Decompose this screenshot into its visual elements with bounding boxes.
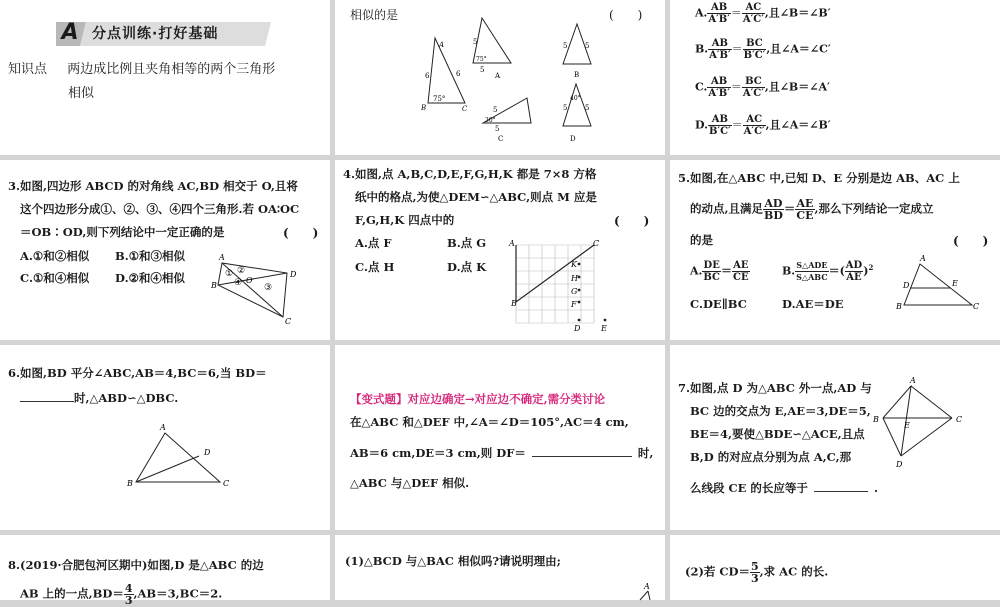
q8-line1: 8.(2019·合肥包河区期中)如图,D 是△ABC 的边 bbox=[8, 558, 264, 572]
a-side-5b: 5 bbox=[480, 66, 485, 74]
option-c[interactable]: C. $\frac{AB}{A'B'}$ ＝ $\frac{BC}{A'C'}$ ,且∠B＝∠A′ bbox=[695, 76, 830, 99]
a-side-5: 5 bbox=[473, 38, 478, 46]
q3-d: D bbox=[290, 270, 297, 279]
q5-d: D bbox=[903, 281, 910, 290]
q4-a: A bbox=[509, 239, 515, 248]
q4-line3: F,G,H,K 四点中的 bbox=[355, 213, 455, 227]
big-angle-75: 75° bbox=[433, 95, 446, 103]
q4-card bbox=[335, 160, 665, 340]
d-label: D bbox=[570, 135, 576, 143]
q2-card bbox=[335, 0, 665, 155]
variant-answer-blank[interactable] bbox=[532, 455, 632, 457]
q5-b: B bbox=[896, 302, 902, 311]
q4-answer-paren: ( ) bbox=[614, 214, 650, 228]
q7-line3: BE＝4,要使△BDE∽△ACE,且点 bbox=[690, 427, 865, 441]
b-side-5: 5 bbox=[563, 42, 568, 50]
q7-e: E bbox=[904, 421, 910, 430]
q2-stem: 相似的是 bbox=[350, 8, 399, 22]
q8-part2: (2)若 CD＝ $\frac{5}{3}$ ,求 AC 的长. bbox=[685, 560, 829, 585]
q3-line1: 3.如图,四边形 ABCD 的对角线 AC,BD 相交于 O,且将 bbox=[8, 179, 298, 193]
q3-a: A bbox=[219, 253, 225, 262]
c-angle-30: 30° bbox=[485, 117, 496, 124]
q5-opt-a[interactable]: A. $\frac{DE}{BC}$ ＝ $\frac{AE}{CE}$ bbox=[690, 260, 749, 283]
q4-k: K bbox=[571, 260, 577, 269]
q5-opt-c[interactable]: C.DE∥BC bbox=[690, 297, 747, 311]
q6-line2: 时,△ABD∽△DBC. bbox=[20, 388, 178, 409]
q4-line2: 纸中的格点,为使△DEM∽△ABC,则点 M 应是 bbox=[355, 190, 597, 204]
q3-opt-a[interactable]: A.①和②相似 bbox=[20, 249, 90, 263]
q4-d: D bbox=[574, 324, 581, 333]
q3-opt-c[interactable]: C.①和④相似 bbox=[20, 271, 90, 285]
q6-triangle-figure bbox=[0, 345, 330, 530]
q6-b: B bbox=[127, 479, 133, 488]
q7-line2: BC 边的交点为 E,AE＝3,DE＝5, bbox=[690, 404, 871, 418]
section-letter: A bbox=[61, 20, 79, 45]
c-side-5: 5 bbox=[493, 106, 498, 114]
q3-answer-paren: ( ) bbox=[283, 226, 319, 240]
q5-opt-b[interactable]: B. $\frac{\text{S△ADE}}{\text{S△ABC}}$ ＝( $\frac{AD}{AE}$ )$^2$ bbox=[782, 260, 874, 283]
q3-opt-d[interactable]: D.②和④相似 bbox=[115, 271, 185, 285]
q7-line4: B,D 的对应点分别为点 A,C,那 bbox=[690, 450, 852, 464]
q4-line1: 4.如图,点 A,B,C,D,E,F,G,H,K 都是 7×8 方格 bbox=[343, 167, 597, 181]
c-side-5b: 5 bbox=[495, 125, 500, 133]
q5-line3: 的是 bbox=[690, 233, 713, 247]
variant-line2: AB＝6 cm,DE＝3 cm,则 DF＝ 时, bbox=[350, 446, 654, 460]
q6-card bbox=[0, 345, 330, 530]
q7-a: A bbox=[910, 376, 916, 385]
knowledge-text: 两边成比例且夹角相等的两个三角形 bbox=[67, 62, 276, 77]
a-angle-75: 75° bbox=[476, 56, 487, 63]
q2-options-card bbox=[670, 0, 1000, 155]
q3-region-1: ① bbox=[225, 269, 234, 279]
q5-opt-d[interactable]: D.AE＝DE bbox=[782, 297, 844, 311]
q2-answer-paren: ( ) bbox=[609, 8, 643, 22]
q8-figure bbox=[335, 535, 665, 600]
intro-card bbox=[0, 0, 330, 155]
q6-d: D bbox=[204, 448, 211, 457]
section-title: 分点训练·打好基础 bbox=[92, 26, 219, 42]
q3-o: O bbox=[246, 276, 253, 285]
variant-card bbox=[335, 345, 665, 530]
option-b[interactable]: B. $\frac{AB}{A'B'}$ ＝ $\frac{BC}{B'C'}$ ,且∠A＝∠C′ bbox=[695, 38, 831, 61]
q4-h: H bbox=[571, 274, 578, 283]
q3-opt-b[interactable]: B.①和③相似 bbox=[115, 249, 186, 263]
q8-a: A bbox=[644, 582, 650, 591]
q8-line2: AB 上的一点,BD＝ $\frac{4}{3}$ ,AB＝3,BC＝2. bbox=[20, 582, 223, 607]
q5-e: E bbox=[952, 279, 958, 288]
d-angle-40: 40° bbox=[570, 95, 581, 102]
q8-card bbox=[0, 535, 330, 607]
big-a-label: A bbox=[439, 41, 445, 49]
big-side-6b: 6 bbox=[456, 70, 461, 78]
option-d[interactable]: D. $\frac{AB}{B'C'}$ ＝ $\frac{AC}{A'C'}$ ,且∠A＝∠B′ bbox=[695, 114, 831, 137]
q7-b: B bbox=[873, 415, 879, 424]
variant-line3: △ABC 与△DEF 相似. bbox=[350, 476, 470, 490]
q5-line2: 的动点,且满足 $\frac{AD}{BD}$ ＝ $\frac{AE}{CE}$ ,那么下列结论一定成立 bbox=[690, 197, 934, 222]
q4-opt-a[interactable]: A.点 F bbox=[355, 236, 392, 250]
option-a[interactable]: A. $\frac{AB}{A'B'}$ ＝ $\frac{AC}{A'C'}$ ,且∠B＝∠B′ bbox=[695, 2, 831, 25]
q4-opt-c[interactable]: C.点 H bbox=[355, 260, 395, 274]
q3-region-3: ③ bbox=[264, 283, 273, 293]
q4-f: F bbox=[571, 300, 577, 309]
q3-quadrilateral-figure bbox=[0, 160, 330, 340]
q2-figures bbox=[335, 0, 665, 155]
q8-part1: (1)△BCD 与△BAC 相似吗?请说明理由; bbox=[345, 554, 561, 568]
q5-a: A bbox=[920, 254, 926, 263]
q6-c: C bbox=[223, 479, 230, 488]
q3-card bbox=[0, 160, 330, 340]
q3-line2: 这个四边形分成①、②、③、④四个三角形.若 OA∶OC bbox=[20, 202, 300, 216]
variant-line1: 在△ABC 和△DEF 中,∠A＝∠D＝105°,AC＝4 cm, bbox=[350, 415, 629, 429]
d-side-5: 5 bbox=[563, 104, 568, 112]
b-label: B bbox=[574, 71, 580, 79]
q7-c: C bbox=[956, 415, 963, 424]
q7-card bbox=[670, 345, 1000, 530]
q7-line5: 么线段 CE 的长应等于 . bbox=[690, 481, 878, 495]
a-label: A bbox=[495, 72, 501, 80]
q6-line1: 6.如图,BD 平分∠ABC,AB＝4,BC＝6,当 BD＝ bbox=[8, 366, 267, 380]
q3-line3: ＝OB∶OD,则下列结论中一定正确的是 bbox=[20, 225, 225, 239]
q7-figure bbox=[670, 345, 1000, 530]
big-b-label: B bbox=[421, 104, 427, 112]
q4-e: E bbox=[601, 324, 607, 333]
d-side-5b: 5 bbox=[585, 104, 590, 112]
q5-card bbox=[670, 160, 1000, 340]
variant-tag: 【变式题】对应边确定→对应边不确定,需分类讨论 bbox=[350, 392, 606, 406]
q4-opt-d[interactable]: D.点 K bbox=[447, 260, 487, 274]
b-side-5b: 5 bbox=[585, 42, 590, 50]
q4-g: G bbox=[571, 287, 578, 296]
q4-b: B bbox=[511, 299, 517, 308]
big-side-6a: 6 bbox=[425, 72, 430, 80]
q8-part1-card bbox=[335, 535, 665, 600]
q3-c: C bbox=[285, 317, 292, 326]
q5-line1: 5.如图,在△ABC 中,已知 D、E 分别是边 AB、AC 上 bbox=[678, 171, 960, 185]
q4-grid-figure bbox=[335, 160, 665, 340]
section-badge bbox=[56, 20, 271, 48]
q5-c: C bbox=[973, 302, 980, 311]
q3-region-2: ② bbox=[237, 266, 246, 276]
q7-d: D bbox=[896, 460, 903, 469]
q3-b: B bbox=[211, 281, 217, 290]
knowledge-text-2: 相似 bbox=[68, 86, 95, 101]
q4-c: C bbox=[593, 239, 600, 248]
c-label: C bbox=[498, 135, 504, 143]
q7-line1: 7.如图,点 D 为△ABC 外一点,AD 与 bbox=[678, 381, 872, 395]
q6-a: A bbox=[160, 423, 166, 432]
q4-grid-lines bbox=[516, 245, 594, 323]
q5-answer-paren: ( ) bbox=[953, 234, 989, 248]
q8-part2-card bbox=[670, 535, 1000, 600]
big-c-label: C bbox=[462, 105, 468, 113]
q4-opt-b[interactable]: B.点 G bbox=[447, 236, 487, 250]
q3-region-4: ④ bbox=[234, 278, 243, 288]
q5-triangle-figure bbox=[670, 160, 1000, 340]
knowledge-label: 知识点 bbox=[8, 62, 48, 77]
